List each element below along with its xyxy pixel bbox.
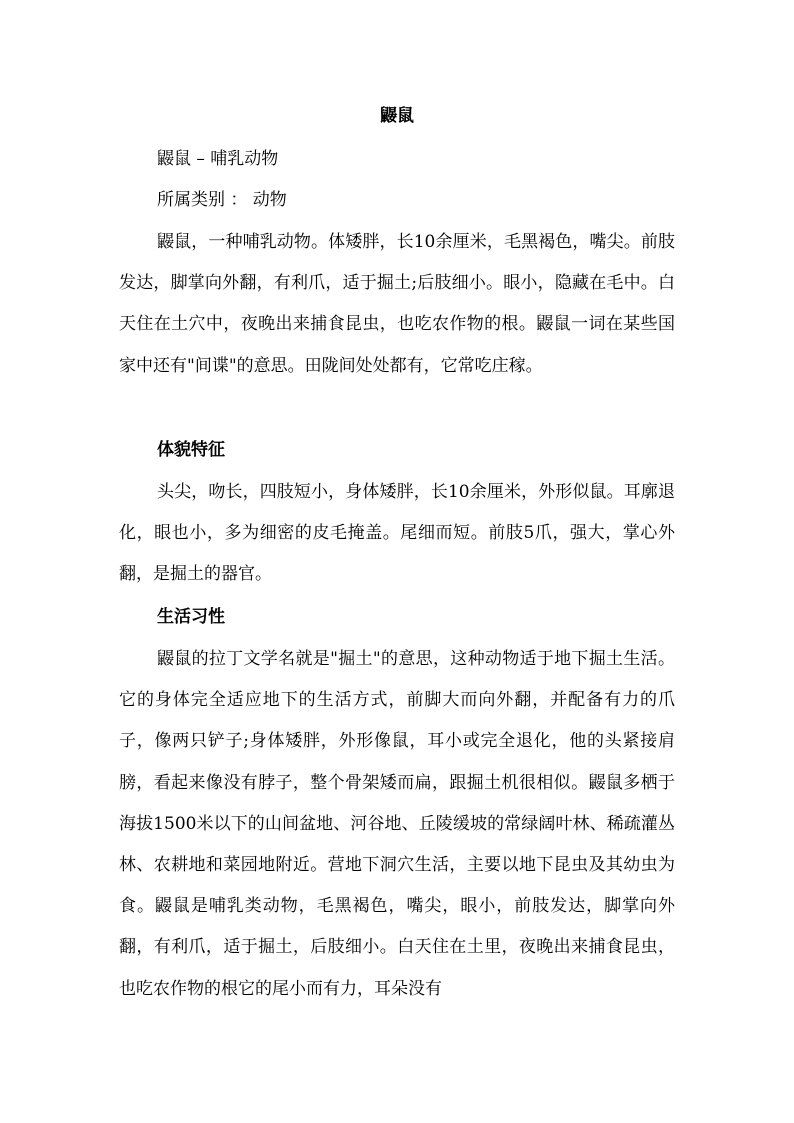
- appearance-paragraph: 头尖，吻长，四肢短小，身体矮胖，长10余厘米，外形似鼠。耳廓退化，眼也小，多为细密的皮毛掩盖。尾细而短。前肢5爪，强大，掌心外翻，是掘土的器官。: [119, 482, 675, 585]
- intro-paragraph: 鼹鼠，一种哺乳动物。体矮胖，长10余厘米，毛黑褐色，嘴尖。前肢发达，脚掌向外翻，有利爪，适于掘土;后肢细小。眼小，隐藏在毛中。白天住在土穴中，夜晚出来捕食昆虫，也吃农作物的根。鼹鼠一词在某些国家中还有"间谍"的意思。田陇间处处都有，它常吃庄稼。: [119, 232, 675, 376]
- section-heading-appearance: 体貌特征: [157, 440, 225, 460]
- category-line: 所属类别 ： 动物: [157, 190, 287, 210]
- document-title: 鼹鼠: [380, 106, 414, 126]
- section-heading-habits: 生活习性: [157, 607, 225, 627]
- subtitle-line: 鼹鼠 – 哺乳动物: [157, 149, 279, 169]
- habits-paragraph: 鼹鼠的拉丁文学名就是"掘土"的意思，这种动物适于地下掘土生活。它的身体完全适应地下的生活方式，前脚大而向外翻，并配备有力的爪子，像两只铲子;身体矮胖，外形像鼠，耳小或完全退化，他的头紧接肩膀，看起来像没有脖子，整个骨架矮而扁，跟掘土机很相似。鼹鼠多栖于海拔1500米以下的山间盆地、河谷地、丘陵缓坡的常绿阔叶林、稀疏灌丛林、农耕地和菜园地附近。营地下洞穴生活，主要以地下昆虫及其幼虫为食。鼹鼠是哺乳类动物，毛黑褐色，嘴尖，眼小，前肢发达，脚掌向外翻，有利爪，适于掘土，后肢细小。白天住在土里，夜晚出来捕食昆虫，也吃农作物的根它的尾小而有力，耳朵没有: [119, 649, 675, 999]
